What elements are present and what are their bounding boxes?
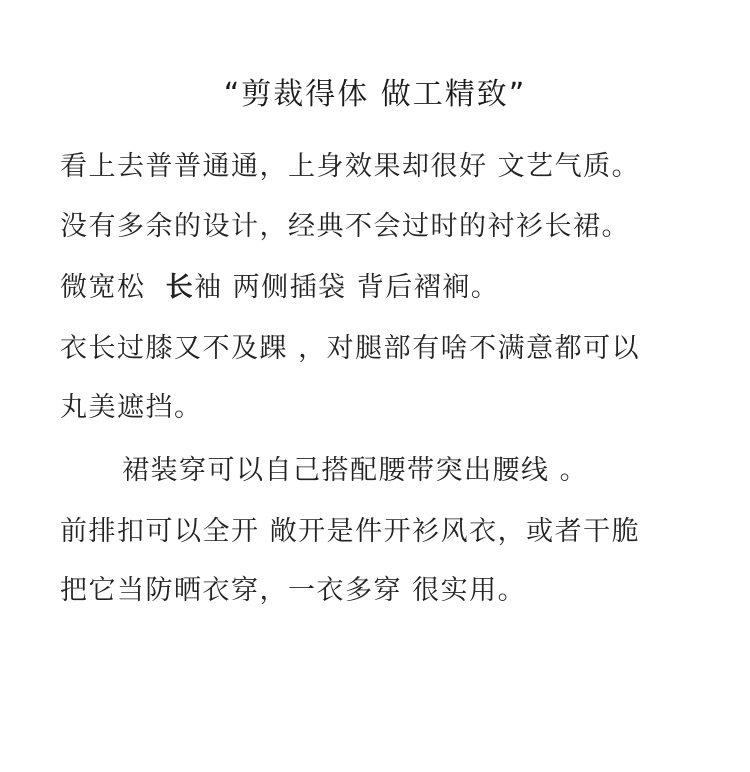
description-line-1: 看上去普普通通，上身效果却很好 文艺气质。 xyxy=(60,151,641,182)
description-line-7: 前排扣可以全开 敞开是件开衫风衣，或者干脆 xyxy=(60,516,641,547)
description-line-8: 把它当防晒衣穿，一衣多穿 很实用。 xyxy=(60,575,527,606)
description-line-6: 裙装穿可以自己搭配腰带突出腰线 。 xyxy=(122,455,589,486)
description-line-3-part-a: 微宽松 xyxy=(60,272,156,303)
description-line-4: 衣长过膝又不及踝 ，对腿部有啥不满意都可以 xyxy=(60,333,641,364)
page-title: “剪裁得体 做工精致” xyxy=(223,77,527,112)
description-line-3 xyxy=(60,268,499,308)
description-line-3-part-c: 袖 两侧插袋 背后褶裥。 xyxy=(194,272,500,303)
description-line-5: 丸美遮挡。 xyxy=(60,392,203,423)
description-line-3-bold-char: 长 xyxy=(165,272,195,303)
description-line-2: 没有多余的设计，经典不会过时的衬衫长裙。 xyxy=(60,211,630,242)
